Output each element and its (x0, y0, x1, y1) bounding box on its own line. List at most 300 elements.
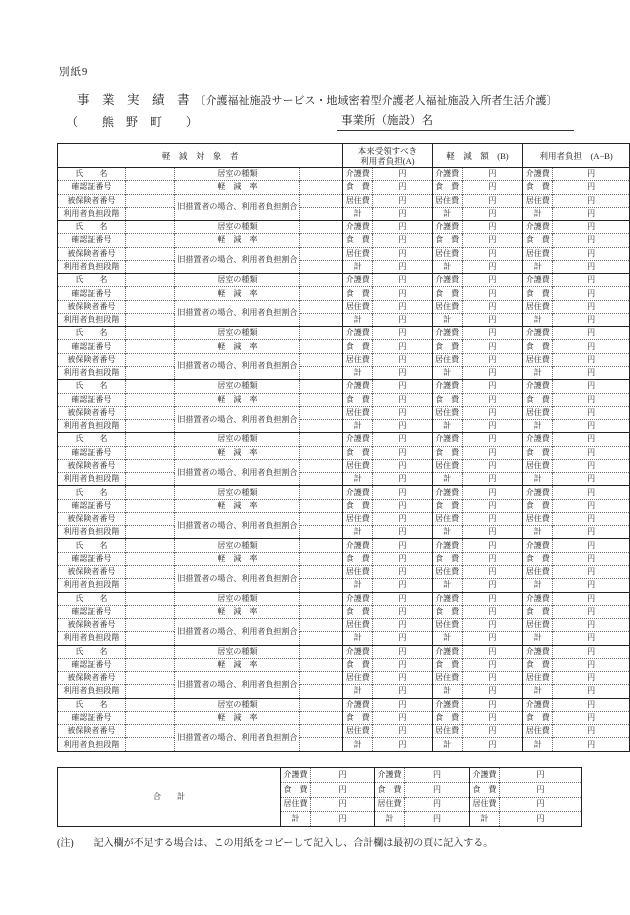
entry-value-left (125, 406, 175, 419)
fee-label-a: 居住費 (343, 406, 373, 419)
entry-row (58, 565, 630, 578)
yen-label: 円 (398, 275, 407, 285)
entry-value-left (125, 446, 175, 459)
fee-value-b (462, 725, 523, 738)
entry-value-left (125, 473, 175, 486)
row-label-left: 氏 名 (58, 486, 126, 499)
fee-value-b (462, 340, 523, 353)
entry-value-left (125, 207, 175, 220)
fee-label-a: 居住費 (343, 194, 373, 207)
fee-label-b: 食 費 (432, 340, 462, 353)
fee-label-c: 介護費 (523, 645, 553, 658)
fee-label-a: 居住費 (343, 725, 373, 738)
yen-label: 円 (488, 514, 497, 524)
entry-row (58, 313, 630, 326)
yen-label: 円 (398, 288, 407, 298)
entry-value-mid (300, 565, 343, 578)
yen-label: 円 (488, 275, 497, 285)
yen-label: 円 (587, 341, 596, 351)
fee-label-c: 介護費 (523, 698, 553, 711)
yen-label: 円 (398, 208, 407, 218)
yen-label: 円 (398, 341, 407, 351)
entry-row (58, 672, 630, 685)
yen-label: 円 (587, 580, 596, 590)
fee-label-c: 介護費 (523, 380, 553, 393)
fee-value-c (553, 738, 630, 752)
fee-label-a: 居住費 (343, 619, 373, 632)
fee-value-c (553, 565, 630, 578)
yen-label: 円 (398, 726, 407, 736)
fee-label-a: 介護費 (343, 221, 373, 234)
fee-label-c: 居住費 (523, 672, 553, 685)
row-label-left: 利用者負担段階 (58, 526, 126, 539)
yen-label: 円 (398, 500, 407, 510)
fee-value-b (462, 300, 523, 313)
entry-value-left (125, 619, 175, 632)
entry-row (58, 287, 630, 300)
yen-label: 円 (587, 606, 596, 616)
entry-value-left (125, 512, 175, 525)
yen-label: 円 (587, 474, 596, 484)
yen-label: 円 (398, 487, 407, 497)
entry-value-mid (300, 340, 343, 353)
fee-value-a (311, 797, 375, 812)
yen-label: 円 (587, 593, 596, 603)
row-label-left: 利用者負担段階 (58, 738, 126, 752)
fee-value-a (373, 499, 432, 512)
fee-value-b (462, 698, 523, 711)
entry-row (58, 579, 630, 592)
yen-label: 円 (488, 500, 497, 510)
fee-label-b: 食 費 (432, 446, 462, 459)
fee-value-b (462, 327, 523, 340)
entry-value-left (125, 486, 175, 499)
fee-label-a: 食 費 (281, 782, 311, 797)
fee-label-a: 計 (343, 738, 373, 752)
municipality-label: （ 熊 野 町 ） (66, 115, 199, 129)
entry-value-left (125, 300, 175, 313)
entry-row (58, 632, 630, 645)
fee-label-b: 居住費 (432, 725, 462, 738)
fee-value-c (553, 313, 630, 326)
total-label: 合 計 (58, 768, 281, 827)
fee-value-b (462, 672, 523, 685)
yen-label: 円 (398, 182, 407, 192)
fee-label-a: 食 費 (343, 711, 373, 724)
yen-label: 円 (488, 474, 497, 484)
yen-label: 円 (488, 593, 497, 603)
yen-label: 円 (398, 553, 407, 563)
fee-value-a (311, 782, 375, 797)
entry-value-mid (300, 181, 343, 194)
entry-row (58, 486, 630, 499)
fee-value-c (553, 526, 630, 539)
row-label-mid: 旧措置者の場合、利用者負担割合 (175, 512, 300, 539)
entry-row (58, 406, 630, 419)
row-label-mid: 軽 減 率 (175, 446, 300, 459)
yen-label: 円 (398, 195, 407, 205)
fee-value-a (373, 605, 432, 618)
entry-value-left (125, 366, 175, 379)
fee-value-b (462, 486, 523, 499)
fee-label-c: 食 費 (523, 711, 553, 724)
yen-label: 円 (488, 195, 497, 205)
yen-label: 円 (398, 620, 407, 630)
entry-value-mid (300, 313, 343, 326)
fee-value-a (373, 579, 432, 592)
fee-value-b (462, 645, 523, 658)
yen-label: 円 (488, 368, 497, 378)
yen-label: 円 (488, 580, 497, 590)
yen-label: 円 (587, 447, 596, 457)
entry-value-mid (300, 327, 343, 340)
fee-label-b: 食 費 (432, 393, 462, 406)
entry-row (58, 473, 630, 486)
fee-value-c (553, 698, 630, 711)
row-label-mid: 軽 減 率 (175, 340, 300, 353)
fee-label-c: 計 (523, 420, 553, 433)
fee-label-a: 居住費 (343, 672, 373, 685)
yen-label: 円 (488, 633, 497, 643)
fee-value-c (553, 181, 630, 194)
fee-label-a: 介護費 (343, 698, 373, 711)
fee-label-b: 居住費 (432, 512, 462, 525)
fee-value-b (462, 181, 523, 194)
row-label-left: 利用者負担段階 (58, 632, 126, 645)
yen-label: 円 (536, 814, 545, 824)
fee-value-b (462, 260, 523, 273)
fee-label-b: 計 (432, 260, 462, 273)
row-label-left: 氏 名 (58, 539, 126, 552)
entry-value-mid (300, 526, 343, 539)
fee-value-a (373, 725, 432, 738)
yen-label: 円 (398, 169, 407, 179)
fee-label-b: 計 (432, 579, 462, 592)
total-body (58, 768, 582, 827)
yen-label: 円 (488, 235, 497, 245)
footnote: (注) 記入欄が不足する場合は、この用紙をコピーして記入し、合計欄は最初の頁に記入する。 (57, 838, 494, 849)
yen-label: 円 (488, 341, 497, 351)
fee-value-c (553, 632, 630, 645)
fee-value-b (462, 207, 523, 220)
fee-label-a: 計 (281, 812, 311, 827)
fee-value-a (373, 552, 432, 565)
fee-label-b: 食 費 (432, 658, 462, 671)
yen-label: 円 (398, 514, 407, 524)
yen-label: 円 (398, 659, 407, 669)
entry-value-left (125, 539, 175, 552)
fee-value-c (553, 287, 630, 300)
fee-label-b: 介護費 (432, 380, 462, 393)
row-label-mid: 旧措置者の場合、利用者負担割合 (175, 194, 300, 221)
fee-value-c (553, 353, 630, 366)
yen-label: 円 (488, 328, 497, 338)
yen-label: 円 (488, 739, 497, 749)
fee-label-c: 計 (470, 812, 500, 827)
fee-label-a: 計 (343, 579, 373, 592)
entry-value-mid (300, 274, 343, 287)
fee-label-a: 計 (343, 632, 373, 645)
yen-label: 円 (587, 222, 596, 232)
fee-label-c: 介護費 (523, 327, 553, 340)
row-label-left: 氏 名 (58, 645, 126, 658)
entry-row (58, 738, 630, 752)
fee-label-b: 食 費 (432, 234, 462, 247)
row-label-left: 被保険者番号 (58, 672, 126, 685)
yen-label: 円 (488, 434, 497, 444)
entry-value-left (125, 579, 175, 592)
yen-label: 円 (587, 673, 596, 683)
entry-value-left (125, 433, 175, 446)
fee-value-c (553, 406, 630, 419)
fee-value-c (553, 725, 630, 738)
yen-label: 円 (587, 328, 596, 338)
row-label-mid: 軽 減 率 (175, 605, 300, 618)
entry-row (58, 260, 630, 273)
fee-label-a: 食 費 (343, 552, 373, 565)
entry-value-mid (300, 698, 343, 711)
entry-value-mid (300, 300, 343, 313)
yen-label: 円 (587, 699, 596, 709)
yen-label: 円 (398, 593, 407, 603)
fee-label-b: 介護費 (432, 274, 462, 287)
yen-label: 円 (398, 739, 407, 749)
fee-label-b: 居住費 (432, 459, 462, 472)
fee-value-a (373, 512, 432, 525)
row-label-mid: 軽 減 率 (175, 711, 300, 724)
fee-label-a: 居住費 (343, 565, 373, 578)
header-reduction-target: 軽 減 対 象 者 (58, 144, 343, 168)
yen-label: 円 (398, 580, 407, 590)
yen-label: 円 (488, 659, 497, 669)
entry-value-left (125, 672, 175, 685)
entry-value-left (125, 605, 175, 618)
fee-value-c (500, 812, 582, 827)
fee-label-a: 介護費 (343, 539, 373, 552)
entry-value-left (125, 221, 175, 234)
fee-value-a (373, 247, 432, 260)
row-label-mid: 旧措置者の場合、利用者負担割合 (175, 247, 300, 274)
yen-label: 円 (398, 394, 407, 404)
fee-label-b: 食 費 (432, 711, 462, 724)
yen-label: 円 (587, 726, 596, 736)
yen-label: 円 (398, 460, 407, 470)
row-label-left: 氏 名 (58, 698, 126, 711)
yen-label: 円 (398, 301, 407, 311)
fee-value-c (553, 260, 630, 273)
fee-value-b (462, 711, 523, 724)
fee-label-b: 介護費 (432, 486, 462, 499)
fee-label-c: 居住費 (523, 512, 553, 525)
entry-row (58, 685, 630, 698)
entry-row (58, 433, 630, 446)
yen-label: 円 (587, 315, 596, 325)
fee-value-c (553, 393, 630, 406)
fee-label-b: 食 費 (432, 499, 462, 512)
fee-value-a (373, 446, 432, 459)
fee-value-b (462, 459, 523, 472)
entry-row (58, 592, 630, 605)
fee-label-c: 計 (523, 632, 553, 645)
fee-label-c: 介護費 (523, 168, 553, 181)
yen-label: 円 (587, 460, 596, 470)
yen-label: 円 (398, 673, 407, 683)
fee-value-b (462, 433, 523, 446)
fee-value-b (462, 658, 523, 671)
entry-row (58, 168, 630, 181)
header-col-a-line1: 本来受領すべき (357, 145, 418, 156)
entry-value-left (125, 645, 175, 658)
fee-value-a (373, 433, 432, 446)
fee-label-c: 計 (523, 366, 553, 379)
entry-value-left (125, 181, 175, 194)
row-label-left: 被保険者番号 (58, 725, 126, 738)
entry-value-mid (300, 539, 343, 552)
fee-value-b (405, 768, 470, 783)
fee-label-b: 食 費 (432, 552, 462, 565)
yen-label: 円 (587, 208, 596, 218)
row-label-left: 氏 名 (58, 592, 126, 605)
fee-value-c (553, 539, 630, 552)
entry-value-left (125, 565, 175, 578)
fee-label-a: 食 費 (343, 181, 373, 194)
fee-value-c (553, 579, 630, 592)
row-label-left: 氏 名 (58, 380, 126, 393)
row-label-mid: 居室の種類 (175, 433, 300, 446)
fee-value-c (553, 605, 630, 618)
yen-label: 円 (488, 182, 497, 192)
entry-row (58, 526, 630, 539)
entry-value-mid (300, 420, 343, 433)
entry-value-mid (300, 406, 343, 419)
fee-label-b: 計 (432, 366, 462, 379)
fee-label-b: 居住費 (375, 797, 405, 812)
entry-value-mid (300, 738, 343, 752)
fee-label-c: 食 費 (523, 658, 553, 671)
yen-label: 円 (338, 769, 347, 779)
fee-label-c: 居住費 (523, 247, 553, 260)
fee-value-b (405, 782, 470, 797)
fee-value-c (553, 327, 630, 340)
yen-label: 円 (488, 394, 497, 404)
entry-value-mid (300, 433, 343, 446)
fee-value-b (462, 526, 523, 539)
fee-label-a: 計 (343, 313, 373, 326)
yen-label: 円 (398, 381, 407, 391)
fee-label-a: 居住費 (343, 353, 373, 366)
entry-value-left (125, 632, 175, 645)
fee-value-a (373, 698, 432, 711)
row-label-mid: 軽 減 率 (175, 499, 300, 512)
fee-value-c (553, 552, 630, 565)
row-label-mid: 軽 減 率 (175, 658, 300, 671)
fee-value-b (462, 168, 523, 181)
attachment-label: 別紙9 (59, 67, 89, 78)
entry-value-left (125, 738, 175, 752)
entry-value-left (125, 380, 175, 393)
fee-value-b (462, 366, 523, 379)
fee-label-b: 介護費 (432, 221, 462, 234)
row-label-left: 被保険者番号 (58, 300, 126, 313)
fee-value-c (553, 446, 630, 459)
yen-label: 円 (587, 368, 596, 378)
fee-label-a: 居住費 (343, 300, 373, 313)
fee-label-b: 計 (432, 420, 462, 433)
title-row (77, 90, 558, 109)
header-col-c: 利用者負担 (A−B) (539, 150, 613, 161)
row-label-mid: 軽 減 率 (175, 393, 300, 406)
fee-value-b (462, 565, 523, 578)
row-label-mid: 軽 減 率 (175, 181, 300, 194)
yen-label: 円 (488, 527, 497, 537)
yen-label: 円 (587, 275, 596, 285)
row-label-mid: 旧措置者の場合、利用者負担割合 (175, 353, 300, 380)
row-label-left: 確認証番号 (58, 181, 126, 194)
entry-value-mid (300, 353, 343, 366)
entry-row (58, 207, 630, 220)
fee-label-c: 居住費 (523, 565, 553, 578)
yen-label: 円 (398, 527, 407, 537)
fee-value-b (462, 592, 523, 605)
entry-value-mid (300, 366, 343, 379)
row-label-mid: 軽 減 率 (175, 552, 300, 565)
yen-label: 円 (488, 354, 497, 364)
yen-label: 円 (587, 527, 596, 537)
fee-value-a (373, 300, 432, 313)
fee-label-a: 計 (343, 366, 373, 379)
fee-label-a: 食 費 (343, 499, 373, 512)
fee-value-a (373, 393, 432, 406)
row-label-mid: 居室の種類 (175, 327, 300, 340)
header-col-a-line2: 利用者負担(A) (360, 155, 415, 166)
entry-row (58, 366, 630, 379)
total-row (58, 768, 582, 783)
fee-value-b (462, 552, 523, 565)
row-label-left: 確認証番号 (58, 605, 126, 618)
fee-label-b: 介護費 (432, 168, 462, 181)
fee-label-c: 計 (523, 685, 553, 698)
entry-row (58, 619, 630, 632)
entry-value-left (125, 353, 175, 366)
yen-label: 円 (398, 328, 407, 338)
yen-label: 円 (587, 421, 596, 431)
yen-label: 円 (398, 567, 407, 577)
fee-value-b (462, 393, 523, 406)
entry-value-mid (300, 685, 343, 698)
fee-label-c: 介護費 (523, 486, 553, 499)
fee-label-b: 居住費 (432, 247, 462, 260)
entry-value-left (125, 658, 175, 671)
fee-value-c (553, 645, 630, 658)
fee-value-a (373, 672, 432, 685)
row-label-left: 被保険者番号 (58, 565, 126, 578)
yen-label: 円 (587, 514, 596, 524)
fee-label-b: 介護費 (432, 592, 462, 605)
fee-value-a (373, 619, 432, 632)
fee-label-b: 居住費 (432, 565, 462, 578)
fee-label-c: 居住費 (523, 406, 553, 419)
fee-label-a: 食 費 (343, 658, 373, 671)
fee-label-b: 食 費 (432, 181, 462, 194)
yen-label: 円 (488, 248, 497, 258)
row-label-left: 利用者負担段階 (58, 366, 126, 379)
fee-label-a: 計 (343, 420, 373, 433)
fee-label-b: 計 (432, 526, 462, 539)
entry-value-left (125, 274, 175, 287)
fee-label-b: 計 (432, 632, 462, 645)
entry-row (58, 380, 630, 393)
row-label-mid: 居室の種類 (175, 645, 300, 658)
